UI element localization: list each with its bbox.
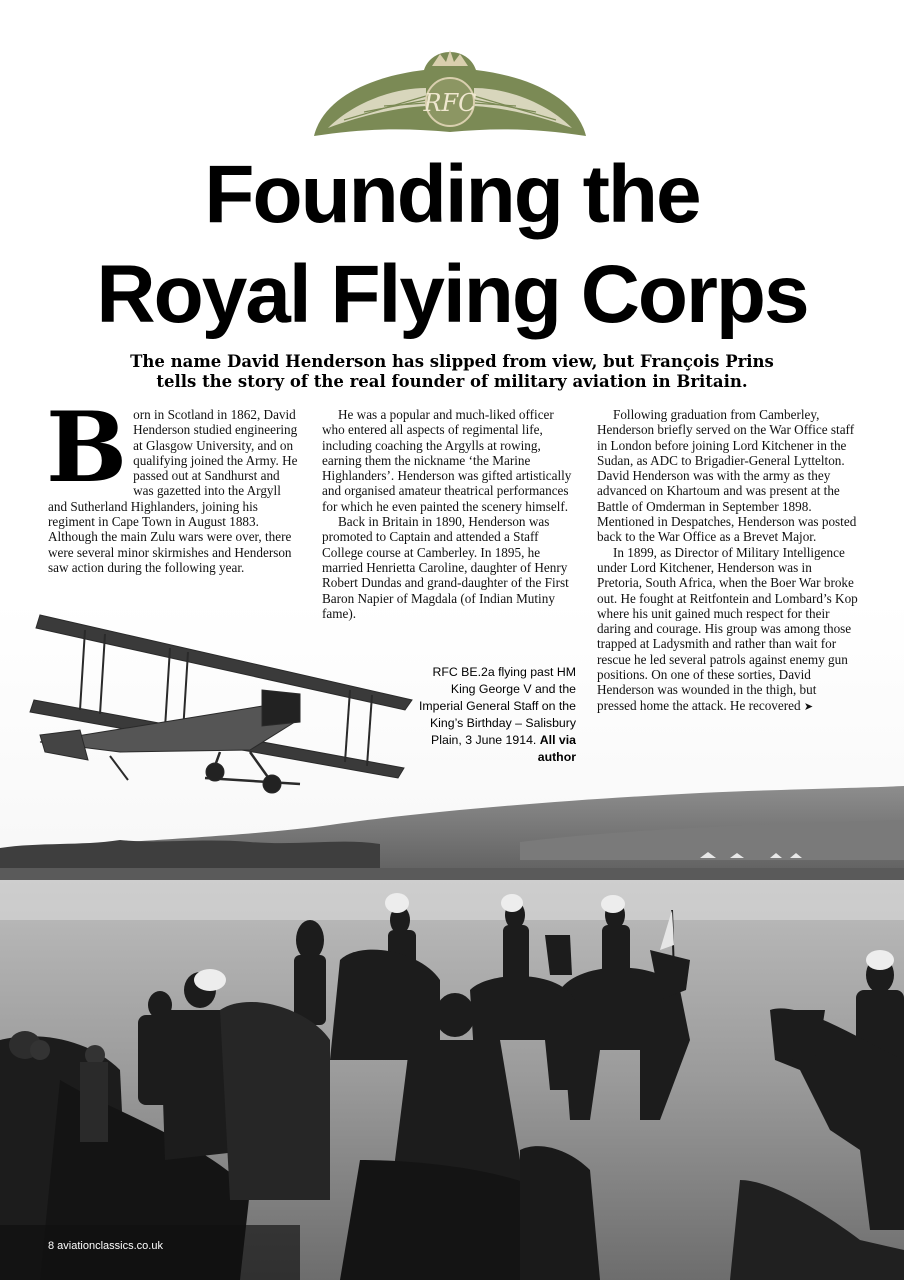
article-column-1 (46, 391, 300, 575)
column-2-paragraph-1: He was a popular and much-liked officer who entered all aspects of regimental life, including coaching the Argylls at rowing, earning them the nickname ‘the Marine Highlanders’. Henderson was gifted artistically and organised amateur theatrical performances for which he even painted the scenery himself. (322, 407, 572, 514)
article-column-2 (322, 407, 574, 621)
headline-line-1: Founding the (204, 149, 700, 240)
photo-credit: All via author (537, 733, 576, 764)
page-folio: 8 aviationclassics.co.uk (48, 1240, 163, 1252)
svg-text:RFC: RFC (423, 89, 477, 117)
rfc-wings-badge-icon (314, 36, 586, 140)
column-2-paragraph-2: Back in Britain in 1890, Henderson was promoted to Captain and attended a Staff College course at Camberley. In 1895, he married Henrietta Caroline, daughter of Henry Robert Dundas and grand-daughter of the First Baron Napier of Magdala (of Indian Mutiny fame). (322, 514, 569, 621)
photo-caption (418, 664, 576, 766)
caption-text: RFC BE.2a flying past HM King George V and the Imperial General Staff on the King’s Birthday – Salisbury Plain, 3 June 1914. (419, 665, 576, 747)
standfirst (0, 352, 904, 392)
article-column-3 (597, 407, 859, 714)
standfirst-line-1: The name David Henderson has slipped from view, but François Prins (130, 352, 774, 371)
column-1-paragraph-1: orn in Scotland in 1862, David Henderson studied engineering at Glasgow University, and on qualifying joined the Army. He passed out at Sandhurst and was gazetted into the Argyll and Sutherland Highlanders, joining his regiment in Cape Town in August 1883. Although the main Zulu wars were over, there were several minor skirmishes and Henderson saw action during the following year. (48, 407, 298, 575)
column-3-paragraph-1: Following graduation from Camberley, Henderson briefly served on the War Office staff in London before joining Lord Kitchener in the Sudan, as ADC to Brigadier-General Lyttelton. David Henderson was with the army as they advanced on Khartoum and was present at the Battle of Omderman in September 1898. Mentioned in Despatches, Henderson was posted back to the War Office as a Brevet Major. (597, 407, 857, 545)
column-3-paragraph-2-text: In 1899, as Director of Military Intelligence under Lord Kitchener, Henderson was in Pretoria, South Africa, when the Boer War broke out. He fought at Reitfontein and Lombard’s Kop where his unit gained much respect for their daring and courage. His group was among those trapped at Ladysmith and rather than wait for rescue he led several patrols against enemy gun positions. On one of these sorties, David Henderson was wounded in the thigh, but pressed home the attack. He recovered (597, 544, 858, 713)
headline-line-2: Royal Flying Corps (96, 249, 808, 340)
drop-cap: B (46, 391, 128, 504)
continue-arrow-icon: ➤ (803, 699, 814, 713)
column-3-paragraph-2 (597, 545, 859, 714)
standfirst-line-2: tells the story of the real founder of military aviation in Britain. (156, 372, 748, 391)
